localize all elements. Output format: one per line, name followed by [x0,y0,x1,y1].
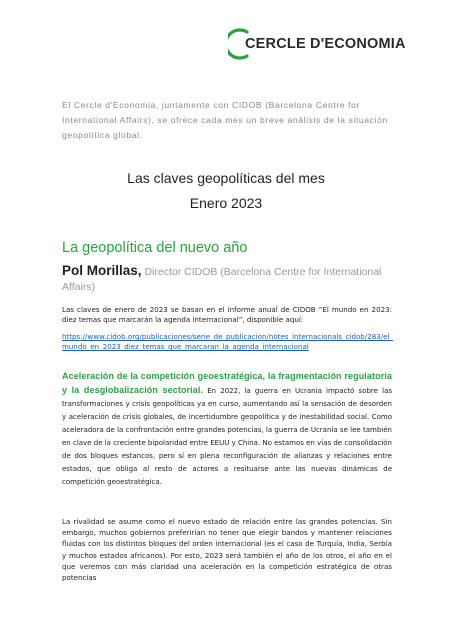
paragraph-competition [62,370,392,489]
paragraph-highlight: Aceleración de la competición geoestratégica, la fragmentación regulatoria y la desglobalización sectorial. [62,371,392,395]
author-name: Pol Morillas, [62,263,142,278]
author-role: Director CIDOB (Barcelona Centre for International Affairs) [62,266,382,293]
cercle-logo [228,26,428,62]
report-link[interactable]: https://www.cidob.org/publicaciones/serie_de_publicacion/notes_internacionals_cidob/283/el_mundo_en_2023_diez_temas_que_marcaran_la_agenda_internacional [62,332,393,352]
paragraph-body: En 2022, la guerra en Ucrania impactó sobre las transformaciones y crisis geopolíticas ya en curso, aumentando así la sensación de desorden y aceleración de crisis globales, de incertidumbre geopolítica y de inestabilidad social. Como aceleradora de la confrontación entre grandes potencias, la guerra de Ucrania se lee también en clave de la creciente bipolaridad entre EEUU y China. No estamos en vías de consolidación de dos bloques estancos, pero sí en plena reconfiguración de alianzas y relaciones entre estados, que obliga al resto de actores a resituarse ante las nuevas dinámicas de competición geoestratégica. [62,387,393,486]
section-title: La geopolítica del nuevo año [62,240,248,256]
document-date: Enero 2023 [189,195,263,211]
paragraph-rivalry: La rivalidad se asume como el nuevo estado de relación entre las grandes potencias. Sin embargo, muchos gobiernos preferirían no tener que elegir bandos y mantener relaciones fluidas con los distintos bloques del orden internacional (es el caso de Turquía, India, Serbia y muchos estados africanos). Por esto, 2023 será también el año de los otros, el año en el que veremos con más claridad una aceleración en la competición estratégica de otras potencias [62,517,392,583]
document-title: Las claves geopolíticas del mes [127,170,325,186]
logo-text: CERCLE D'ECONOMIA [245,36,406,52]
author-line [62,263,402,295]
intro-text: El Cercle d'Economia, juntamente con CIDOB (Barcelona Centre for International Affairs), se ofrece cada mes un breve análisis de la situación geopolítica global. [62,100,388,140]
paragraph-source: Las claves de enero de 2023 se basan en el informe anual de CIDOB “El mundo en 2023: diez temas que marcarán la agenda internacional”, disponible aquí: [62,305,392,325]
